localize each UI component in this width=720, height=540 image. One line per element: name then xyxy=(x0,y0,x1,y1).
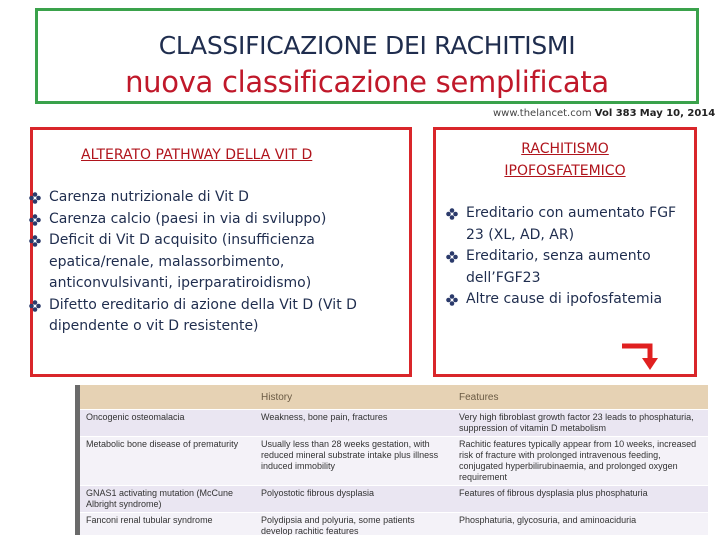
list-item xyxy=(26,230,408,295)
table-cell: Fanconi renal tubular syndrome xyxy=(80,513,255,536)
down-arrow-icon xyxy=(620,340,665,372)
rickets-causes-table xyxy=(80,385,708,535)
table-header-row xyxy=(80,385,708,410)
heading-line-1: RACHITISMO xyxy=(521,141,609,157)
table-cell: Polyostotic fibrous dysplasia xyxy=(255,486,453,513)
vit-d-pathway-panel xyxy=(30,127,412,377)
table-header-features: Features xyxy=(453,385,708,410)
table-cell: Weakness, bone pain, fractures xyxy=(255,410,453,437)
table-cell: Very high fibroblast growth factor 23 leads to phosphaturia, suppression of vitamin D metabolism xyxy=(453,410,708,437)
diamond-bullet-icon xyxy=(29,235,41,247)
list-item xyxy=(443,289,693,311)
vit-d-pathway-heading: ALTERATO PATHWAY DELLA VIT D xyxy=(81,147,313,163)
lancet-table xyxy=(80,385,708,535)
hypophosphatemic-heading xyxy=(436,138,694,182)
list-item-text: Carenza calcio (paesi in via di sviluppo) xyxy=(49,210,327,227)
list-item-text: Carenza nutrizionale di Vit D xyxy=(49,189,249,205)
citation xyxy=(493,108,715,119)
hypophosphatemic-list xyxy=(443,203,693,311)
list-item-text: Deficit di Vit D acquisito (insufficienza epatica/renale, malassorbimento, anticonvulsivanti, iperparatiroidismo) xyxy=(49,232,315,291)
heading-line-2: IPOFOSFATEMICO xyxy=(504,163,626,179)
diamond-bullet-icon xyxy=(29,300,41,312)
list-item xyxy=(443,203,693,246)
title-box xyxy=(35,8,699,104)
list-item xyxy=(443,246,693,289)
table-row xyxy=(80,513,708,536)
list-item-text: Difetto ereditario di azione della Vit D (Vit D dipendente o vit D resistente) xyxy=(49,296,357,334)
table-header-cell xyxy=(80,385,255,410)
citation-date: May 10, 2014 xyxy=(639,108,716,119)
table-cell: Oncogenic osteomalacia xyxy=(80,410,255,437)
table-cell: Features of fibrous dysplasia plus phosphaturia xyxy=(453,486,708,513)
table-cell: GNAS1 activating mutation (McCune Albright syndrome) xyxy=(80,486,255,513)
list-item xyxy=(26,295,408,338)
list-item-text: Altre cause di ipofosfatemia xyxy=(466,291,663,307)
table-row xyxy=(80,410,708,437)
list-item xyxy=(26,209,408,231)
vit-d-pathway-list xyxy=(26,187,408,338)
diamond-bullet-icon xyxy=(29,214,41,226)
diamond-bullet-icon xyxy=(446,251,458,263)
table-cell: Phosphaturia, glycosuria, and aminoaciduria xyxy=(453,513,708,536)
slide-subtitle: nuova classificazione semplificata xyxy=(125,65,609,99)
table-cell: Metabolic bone disease of prematurity xyxy=(80,437,255,486)
table-cell: Usually less than 28 weeks gestation, with reduced mineral substrate intake plus illness induced immobility xyxy=(255,437,453,486)
citation-volume: Vol 383 xyxy=(594,108,637,119)
citation-source: www.thelancet.com xyxy=(493,108,592,119)
slide-title: CLASSIFICAZIONE DEI RACHITISMI xyxy=(158,31,576,60)
list-item xyxy=(26,187,408,209)
table-header-history: History xyxy=(255,385,453,410)
table-cell: Polydipsia and polyuria, some patients develop rachitic features xyxy=(255,513,453,536)
table-row xyxy=(80,486,708,513)
list-item-text: Ereditario con aumentato FGF 23 (XL, AD, AR) xyxy=(466,205,677,243)
diamond-bullet-icon xyxy=(446,294,458,306)
diamond-bullet-icon xyxy=(29,192,41,204)
list-item-text: Ereditario, senza aumento dell’FGF23 xyxy=(466,248,651,286)
diamond-bullet-icon xyxy=(446,208,458,220)
table-row xyxy=(80,437,708,486)
table-cell: Rachitic features typically appear from 10 weeks, increased risk of fracture with prolonged intravenous feeding, conjugated hyperbilirubinaemia, and prolonged oxygen requirement xyxy=(453,437,708,486)
